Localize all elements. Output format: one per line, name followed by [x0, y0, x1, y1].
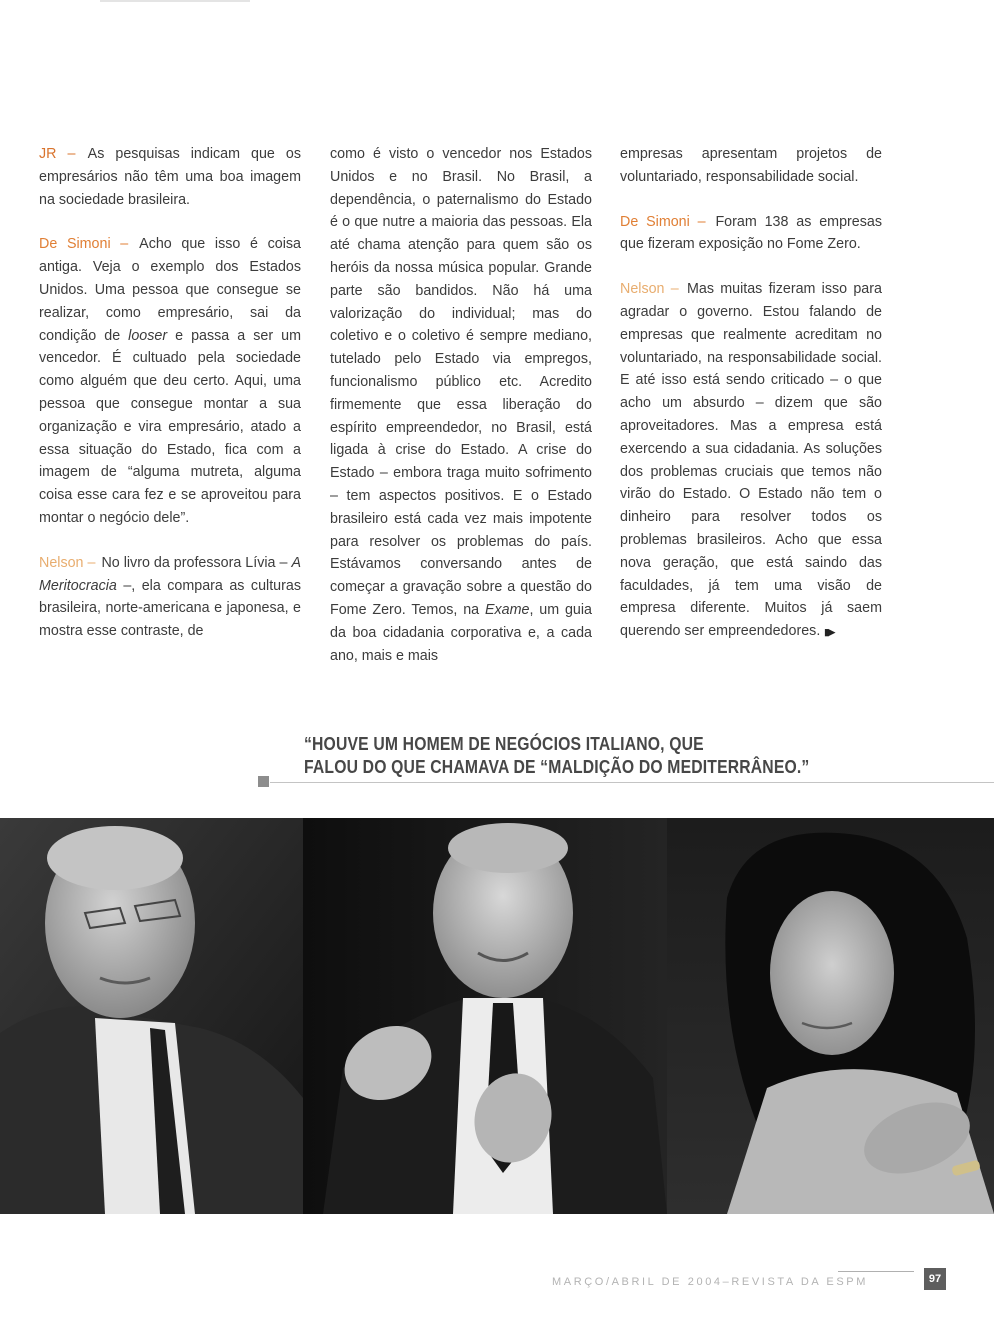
paragraph-text: , um guia da boa cidadania corporativa e, a cada ano, mais e mais: [330, 601, 593, 664]
photo-man-gesturing: [303, 818, 667, 1214]
text-column-2: [330, 143, 592, 667]
photo-woman-hands-clasped: [667, 818, 994, 1214]
paragraph-nelson: [39, 552, 301, 643]
pull-quote-line-1: “HOUVE UM HOMEM DE NEGÓCIOS ITALIANO, QUE: [304, 733, 704, 754]
pull-quote: [304, 732, 848, 778]
portrait-illustration: [303, 818, 667, 1214]
speaker-label-de-simoni: De Simoni –: [39, 236, 129, 253]
speaker-label-de-simoni: De Simoni –: [620, 213, 706, 230]
quote-bullet-icon: [258, 776, 269, 787]
portrait-illustration: [667, 818, 994, 1214]
paragraph-text: –, ela compara as culturas brasileira, norte-americana e japonesa, e mostra esse contraste, de: [39, 577, 301, 640]
portrait-illustration: [0, 818, 303, 1214]
footer-rule: [838, 1271, 914, 1272]
quote-divider: [270, 782, 994, 783]
paragraph-de-simoni: [620, 211, 882, 257]
paragraph-continued: [330, 143, 592, 667]
paragraph-text: como é visto o vencedor nos Estados Unidos e no Brasil. No Brasil, a dependência, o paternalismo do Estado é o que nutre a maioria das pessoas. Ela até chama atenção para quem são os heróis da nossa música popular. Grande parte são bandidos. Não há uma valorização do individual; mas do coletivo e o coletivo é sempre mediano, tutelado pelo Estado via empregos, funcionalismo público etc. Acredito firmemente que essa liberação do espírito empreendedor, no Brasil, está ligada à crise do Estado. A crise do Estado – embora traga muito sofrimento – tem aspectos positivos. E o Estado brasileiro está cada vez mais impotente para resolver os problemas do país. Estávamos conversando antes de começar a gravação sobre a questão do Fome Zero. Temos, na: [330, 146, 592, 618]
photo-strip: [0, 818, 994, 1214]
paragraph-text: e passa a ser um vencedor. É cultuado pela sociedade como alguém que deu certo. Aqui, uma pessoa que consegue montar a sua organização e vira empresário, atado a essa situação do Estado, fica com a imagem de “alguma mutreta, alguma coisa esse cara fez e se aproveitou para montar o negócio dele”.: [39, 327, 301, 526]
paragraph-de-simoni: [39, 233, 301, 529]
page-number: 97: [924, 1268, 946, 1290]
paragraph-text: empresas apresentam projetos de voluntariado, responsabilidade social.: [620, 146, 882, 185]
magazine-title: Exame: [484, 601, 530, 618]
speaker-label-nelson: Nelson –: [620, 281, 679, 298]
book-title: A Meritocracia: [39, 554, 301, 594]
footer-publication-line: MARÇO/ABRIL DE 2004–REVISTA DA ESPM: [552, 1276, 868, 1288]
paragraph-text: Mas muitas fizeram isso para agradar o governo. Estou falando de empresas que realmente acreditam no voluntariado, na responsabilidade social. E até isso está sendo criticado – o que acho um absurdo – dizem que são aproveitadores. Mas a empresa está exercendo a sua cidadania. As soluções dos problemas cruciais que temos não virão do Estado. O Estado não tem o dinheiro para resolver todos os problemas brasileiros. Acho que essa nova geração, que está saindo das faculdades, já tem uma visão de empresa diferente. Muitos já saem querendo ser empreendedores.: [620, 281, 882, 640]
paragraph-text: Foram 138 as empresas que fizeram exposição no Fome Zero.: [620, 213, 882, 253]
photo-older-man-glasses: [0, 818, 303, 1214]
end-of-article-icon: ▮▶: [824, 627, 835, 638]
text-column-3: [620, 143, 882, 644]
italic-term: looser: [128, 327, 168, 344]
paragraph-text: Acho que isso é coisa antiga. Veja o exemplo dos Estados Unidos. Uma pessoa que consegue se realizar, como empresário, sai da condição de: [39, 236, 302, 344]
top-decorative-rule: [100, 0, 250, 2]
speaker-label-jr: JR –: [39, 146, 76, 162]
paragraph-text: As pesquisas indicam que os empresários não têm uma boa imagem na sociedade brasileira.: [39, 146, 301, 208]
speaker-label-nelson: Nelson –: [39, 554, 96, 571]
paragraph-nelson: [620, 278, 882, 644]
paragraph-text: No livro da professora Lívia –: [101, 554, 288, 571]
paragraph-jr: [39, 143, 301, 211]
paragraph-continued: [620, 143, 882, 189]
text-column-1: [39, 143, 301, 643]
pull-quote-line-2: FALOU DO QUE CHAMAVA DE “MALDIÇÃO DO MEDITERRÂNEO.”: [304, 756, 810, 777]
